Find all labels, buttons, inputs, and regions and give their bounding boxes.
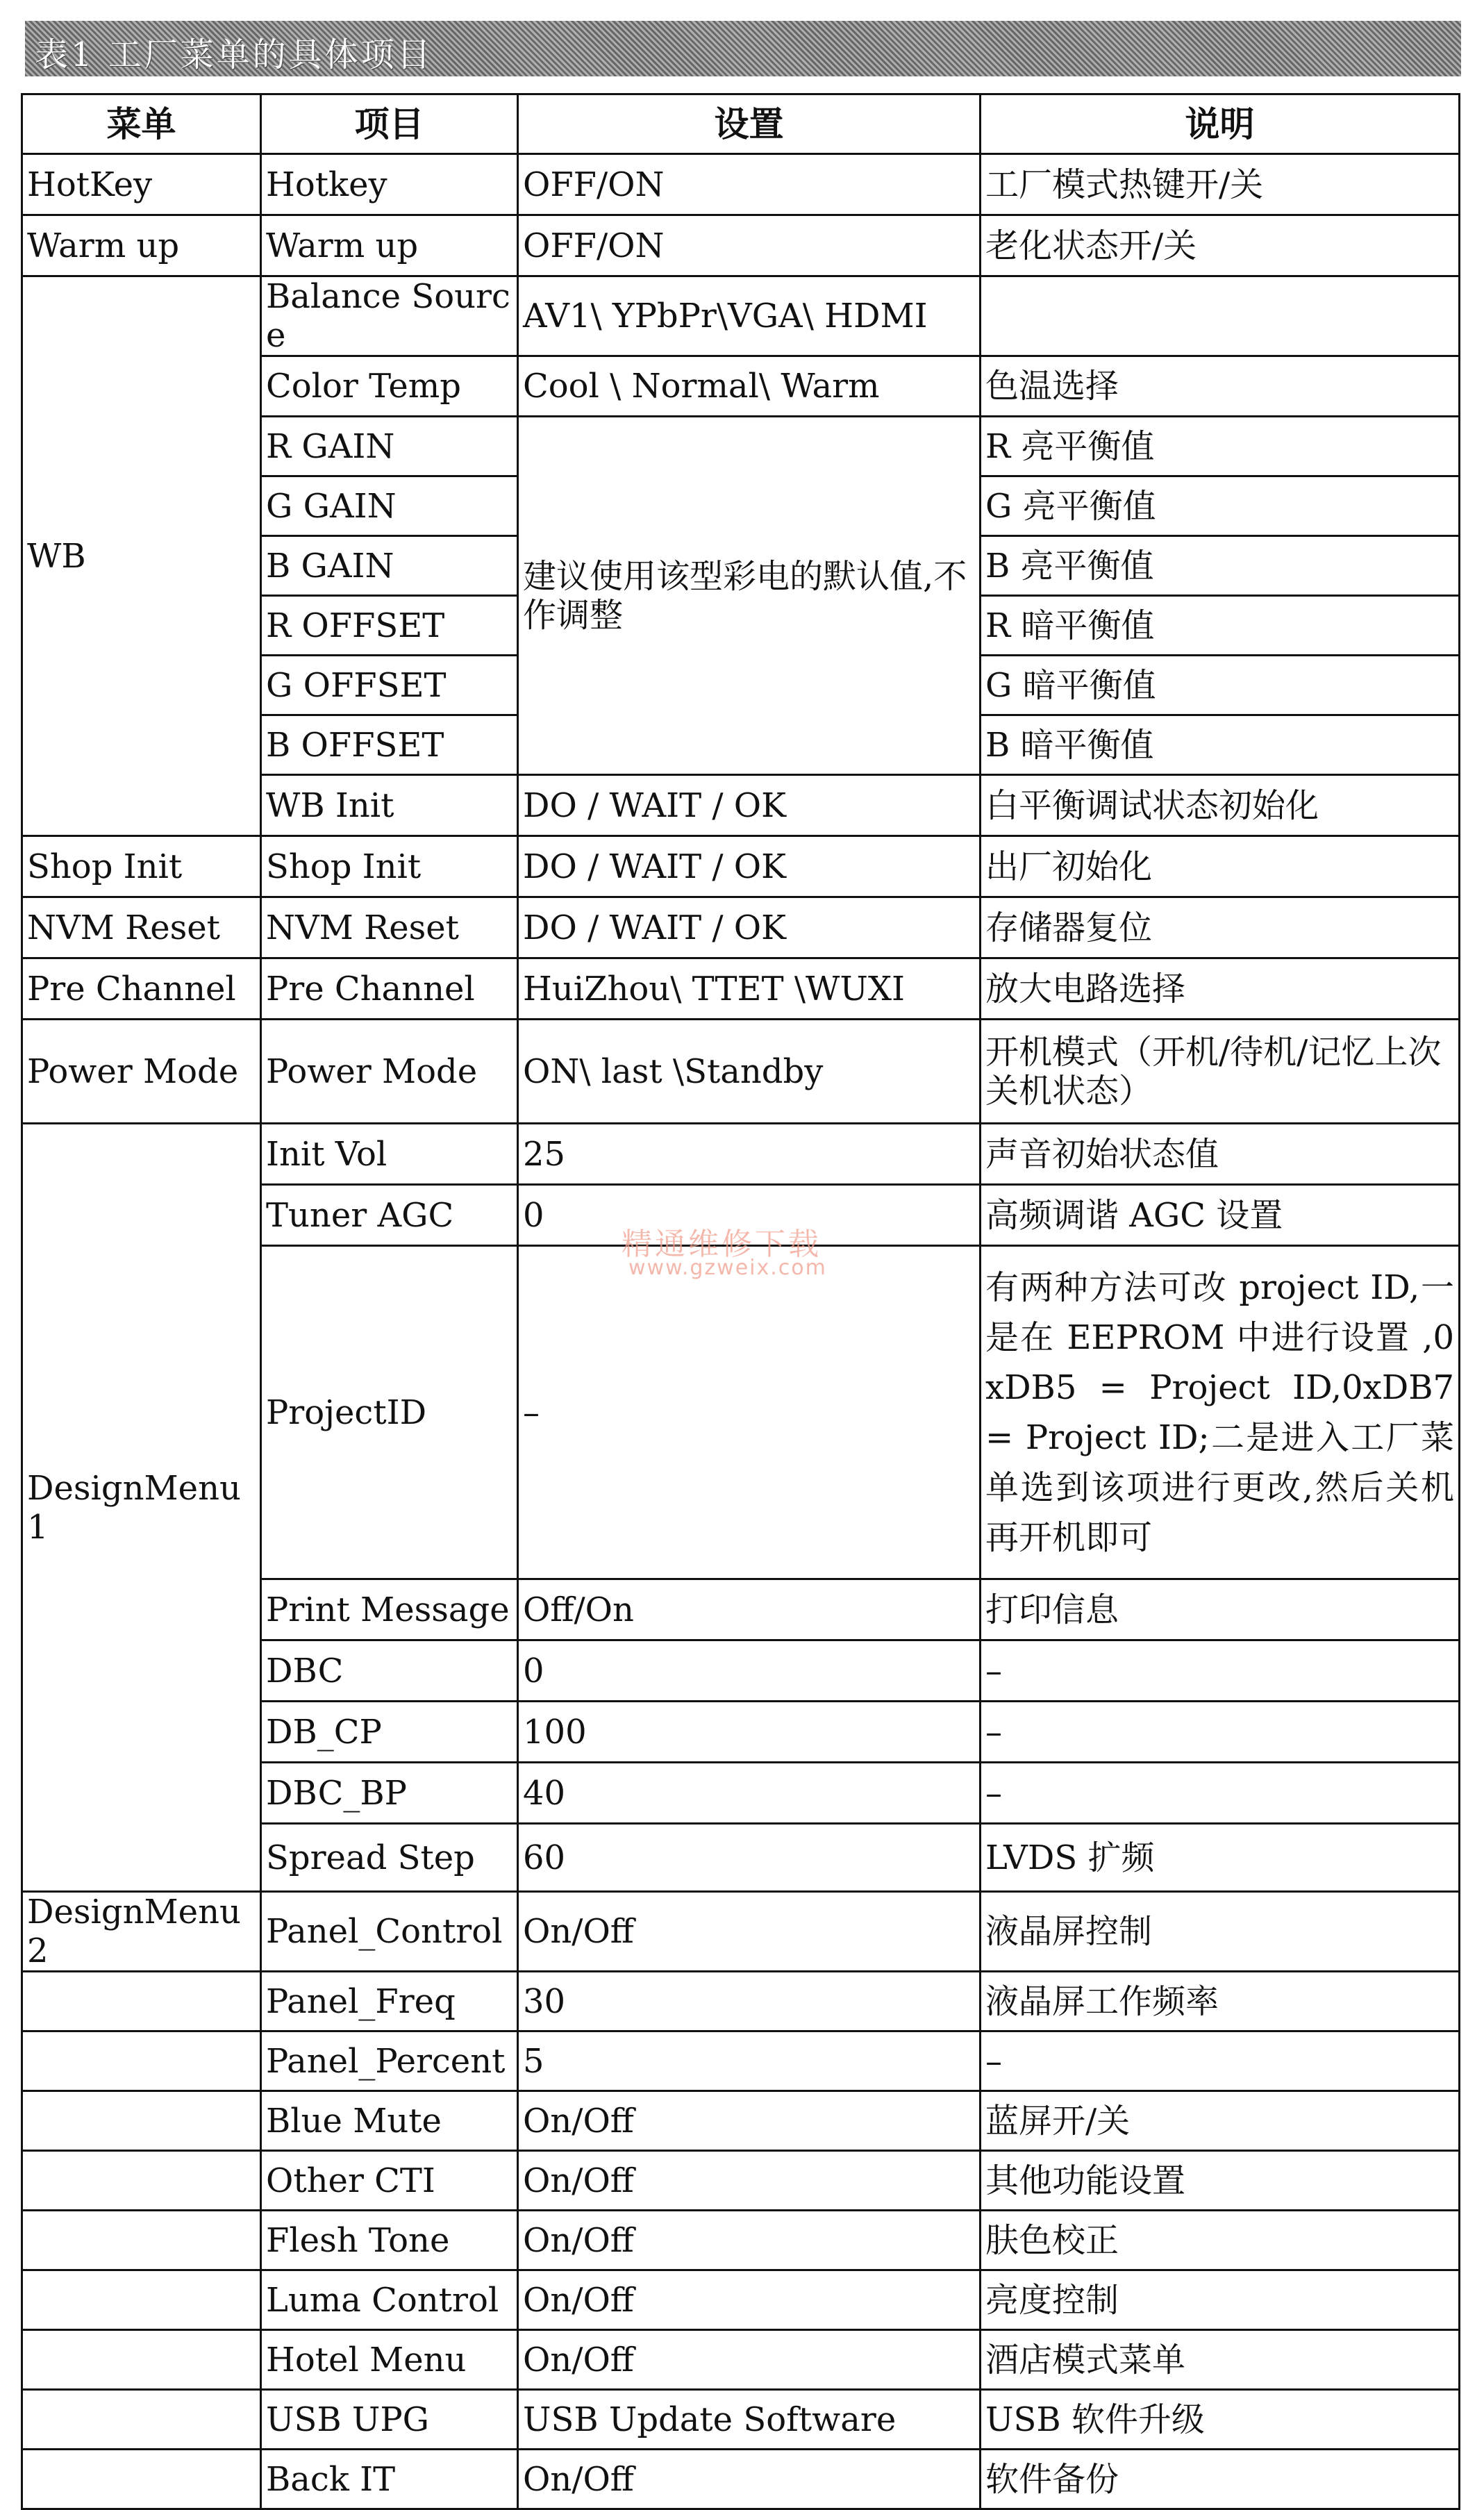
description-cell: 白平衡调试状态初始化 (981, 775, 1460, 836)
item-cell: Color Temp (261, 356, 518, 417)
setting-cell: AV1\ YPbPr\VGA\ HDMI (518, 276, 981, 356)
item-cell: Panel_Freq (261, 1972, 518, 2031)
description-cell: USB 软件升级 (981, 2390, 1460, 2450)
menu-cell: Shop Init (22, 836, 261, 897)
description-cell: 工厂模式热键开/关 (981, 154, 1460, 215)
setting-cell: USB Update Software (518, 2390, 981, 2450)
menu-cell (22, 2450, 261, 2509)
setting-cell: 0 (518, 1640, 981, 1702)
item-cell: Back IT (261, 2450, 518, 2509)
setting-cell: On/Off (518, 2270, 981, 2330)
menu-cell: Pre Channel (22, 958, 261, 1020)
header-menu: 菜单 (22, 94, 261, 154)
description-cell: G 亮平衡值 (981, 476, 1460, 536)
setting-cell: DO / WAIT / OK (518, 836, 981, 897)
description-cell: 蓝屏开/关 (981, 2091, 1460, 2151)
item-cell: Shop Init (261, 836, 518, 897)
item-cell: DBC (261, 1640, 518, 1702)
menu-cell (22, 2031, 261, 2091)
menu-cell-designmenu1: DesignMenu1 (22, 1124, 261, 1892)
setting-cell: 60 (518, 1824, 981, 1892)
menu-cell: DesignMenu2 (22, 1892, 261, 1972)
table-row (22, 2270, 1460, 2330)
table-row (22, 2390, 1460, 2450)
setting-cell: On/Off (518, 2211, 981, 2270)
setting-cell: On/Off (518, 1892, 981, 1972)
item-cell: Other CTI (261, 2151, 518, 2211)
table-row (22, 2211, 1460, 2270)
item-cell: Blue Mute (261, 2091, 518, 2151)
description-cell: R 暗平衡值 (981, 596, 1460, 656)
setting-cell: Cool \ Normal\ Warm (518, 356, 981, 417)
menu-cell (22, 1972, 261, 2031)
item-cell: Panel_Percent (261, 2031, 518, 2091)
table-row (22, 1972, 1460, 2031)
factory-menu-table (21, 93, 1460, 2510)
menu-cell (22, 2151, 261, 2211)
table-row (22, 2330, 1460, 2390)
item-cell: WB Init (261, 775, 518, 836)
description-cell-projectid: 有两种方法可改 project ID,一是在 EEPROM 中进行设置 ,0xDB5 = Project ID,0xDB7 = Project ID;二是进入工厂菜单选到该项进行更改,然后关机再开机即可 (981, 1246, 1460, 1579)
item-cell: Print Message (261, 1579, 518, 1640)
description-cell: 开机模式（开机/待机/记忆上次关机状态） (981, 1020, 1460, 1124)
item-cell: Tuner AGC (261, 1185, 518, 1246)
description-cell: – (981, 2031, 1460, 2091)
table-header-row (22, 94, 1460, 154)
description-cell: – (981, 1702, 1460, 1763)
item-cell: R GAIN (261, 417, 518, 476)
item-cell: G OFFSET (261, 656, 518, 715)
menu-cell (22, 2091, 261, 2151)
table-caption-bar (25, 21, 1461, 76)
description-cell: 高频调谐 AGC 设置 (981, 1185, 1460, 1246)
menu-cell: Warm up (22, 215, 261, 276)
header-description: 说明 (981, 94, 1460, 154)
item-cell: Flesh Tone (261, 2211, 518, 2270)
item-cell: Luma Control (261, 2270, 518, 2330)
description-cell: 存储器复位 (981, 897, 1460, 958)
setting-cell: 40 (518, 1763, 981, 1824)
factory-menu-table-wrapper (21, 93, 1460, 2510)
item-cell: Spread Step (261, 1824, 518, 1892)
item-cell: Init Vol (261, 1124, 518, 1185)
description-cell: G 暗平衡值 (981, 656, 1460, 715)
description-cell: 打印信息 (981, 1579, 1460, 1640)
table-row (22, 2091, 1460, 2151)
setting-cell: On/Off (518, 2330, 981, 2390)
description-cell: LVDS 扩频 (981, 1824, 1460, 1892)
item-cell: Hotel Menu (261, 2330, 518, 2390)
description-cell: 色温选择 (981, 356, 1460, 417)
table-row (22, 154, 1460, 215)
setting-cell: 25 (518, 1124, 981, 1185)
setting-cell: DO / WAIT / OK (518, 897, 981, 958)
description-cell: 出厂初始化 (981, 836, 1460, 897)
menu-cell (22, 2330, 261, 2390)
table-row (22, 2151, 1460, 2211)
description-cell: 酒店模式菜单 (981, 2330, 1460, 2390)
watermark-text: 精通维修下载 (622, 1227, 822, 1262)
item-cell: R OFFSET (261, 596, 518, 656)
description-cell (981, 276, 1460, 356)
item-cell: ProjectID (261, 1246, 518, 1579)
menu-cell: Power Mode (22, 1020, 261, 1124)
item-cell: Power Mode (261, 1020, 518, 1124)
table-row (22, 276, 1460, 356)
setting-cell: 5 (518, 2031, 981, 2091)
header-setting: 设置 (518, 94, 981, 154)
description-cell: 声音初始状态值 (981, 1124, 1460, 1185)
description-cell: – (981, 1763, 1460, 1824)
description-cell: 老化状态开/关 (981, 215, 1460, 276)
table-row (22, 215, 1460, 276)
item-cell: Warm up (261, 215, 518, 276)
menu-cell (22, 2211, 261, 2270)
setting-cell: HuiZhou\ TTET \WUXI (518, 958, 981, 1020)
menu-cell (22, 2270, 261, 2330)
setting-cell: OFF/ON (518, 215, 981, 276)
setting-cell: On/Off (518, 2091, 981, 2151)
item-cell: Panel_Control (261, 1892, 518, 1972)
menu-cell: NVM Reset (22, 897, 261, 958)
item-cell: USB UPG (261, 2390, 518, 2450)
setting-cell: ON\ last \Standby (518, 1020, 981, 1124)
item-cell: B GAIN (261, 536, 518, 596)
description-cell: 软件备份 (981, 2450, 1460, 2509)
item-cell: B OFFSET (261, 715, 518, 775)
setting-cell: 30 (518, 1972, 981, 2031)
table-row (22, 2031, 1460, 2091)
description-cell: B 暗平衡值 (981, 715, 1460, 775)
item-cell: Hotkey (261, 154, 518, 215)
table-caption: 表1 工厂菜单的具体项目 (35, 35, 433, 74)
setting-cell: OFF/ON (518, 154, 981, 215)
setting-cell: On/Off (518, 2151, 981, 2211)
item-cell: Balance Source (261, 276, 518, 356)
table-row (22, 2450, 1460, 2509)
setting-cell: On/Off (518, 2450, 981, 2509)
item-cell: NVM Reset (261, 897, 518, 958)
item-cell: DB_CP (261, 1702, 518, 1763)
description-cell: 其他功能设置 (981, 2151, 1460, 2211)
setting-cell-default-values: 建议使用该型彩电的默认值,不作调整 (518, 417, 981, 775)
header-item: 项目 (261, 94, 518, 154)
description-cell: 液晶屏控制 (981, 1892, 1460, 1972)
setting-cell: – (518, 1246, 981, 1579)
setting-cell: 0 (518, 1185, 981, 1246)
setting-cell: 100 (518, 1702, 981, 1763)
description-cell: 亮度控制 (981, 2270, 1460, 2330)
table-row (22, 836, 1460, 897)
description-cell: 放大电路选择 (981, 958, 1460, 1020)
description-cell: – (981, 1640, 1460, 1702)
setting-cell: Off/On (518, 1579, 981, 1640)
menu-cell: HotKey (22, 154, 261, 215)
table-row (22, 897, 1460, 958)
description-cell: R 亮平衡值 (981, 417, 1460, 476)
item-cell: Pre Channel (261, 958, 518, 1020)
menu-cell-wb: WB (22, 276, 261, 836)
table-row (22, 1124, 1460, 1185)
table-row (22, 1892, 1460, 1972)
table-row (22, 958, 1460, 1020)
setting-cell: DO / WAIT / OK (518, 775, 981, 836)
watermark-url: www.gzweix.com (628, 1256, 827, 1280)
item-cell: G GAIN (261, 476, 518, 536)
description-cell: 肤色校正 (981, 2211, 1460, 2270)
item-cell: DBC_BP (261, 1763, 518, 1824)
description-cell: 液晶屏工作频率 (981, 1972, 1460, 2031)
menu-cell (22, 2390, 261, 2450)
table-row (22, 1020, 1460, 1124)
description-cell: B 亮平衡值 (981, 536, 1460, 596)
